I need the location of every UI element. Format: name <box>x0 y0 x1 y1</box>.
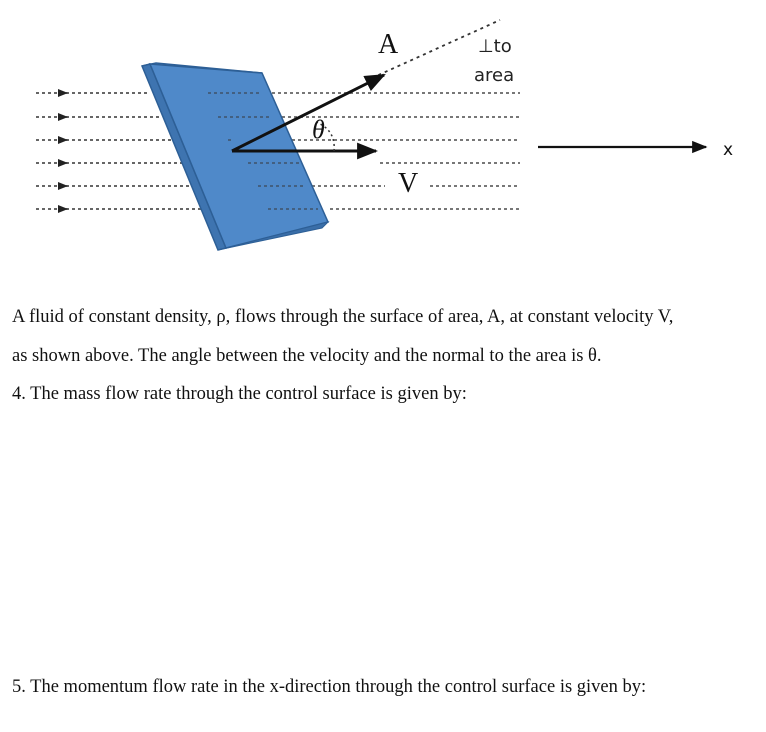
streamline-arrow-icon <box>58 113 68 121</box>
fluid-flow-diagram <box>0 0 766 270</box>
streamline-arrow-icon <box>58 159 68 167</box>
area-vector-label: A <box>378 29 399 60</box>
x-axis-label: x <box>723 140 734 160</box>
streamline-arrow-icon <box>58 136 68 144</box>
angle-label: θ <box>312 115 325 144</box>
problem-statement-line-2: as shown above. The angle between the velocity and the normal to the area is θ. <box>12 346 602 366</box>
streamline-arrow-icon <box>58 89 68 97</box>
perpendicular-label-area: area <box>474 65 515 86</box>
perpendicular-label: ⊥to <box>478 36 512 57</box>
problem-statement-line-1: A fluid of constant density, ρ, flows through the surface of area, A, at constant velocity V, <box>12 307 674 327</box>
velocity-label: V <box>398 168 419 199</box>
streamline-arrowheads <box>58 89 68 213</box>
question-4: 4. The mass flow rate through the control surface is given by: <box>12 384 467 404</box>
streamline-arrow-icon <box>58 205 68 213</box>
question-5: 5. The momentum flow rate in the x-direction through the control surface is given by: <box>12 677 647 697</box>
streamline-arrow-icon <box>58 182 68 190</box>
control-surface-plate <box>142 63 328 250</box>
